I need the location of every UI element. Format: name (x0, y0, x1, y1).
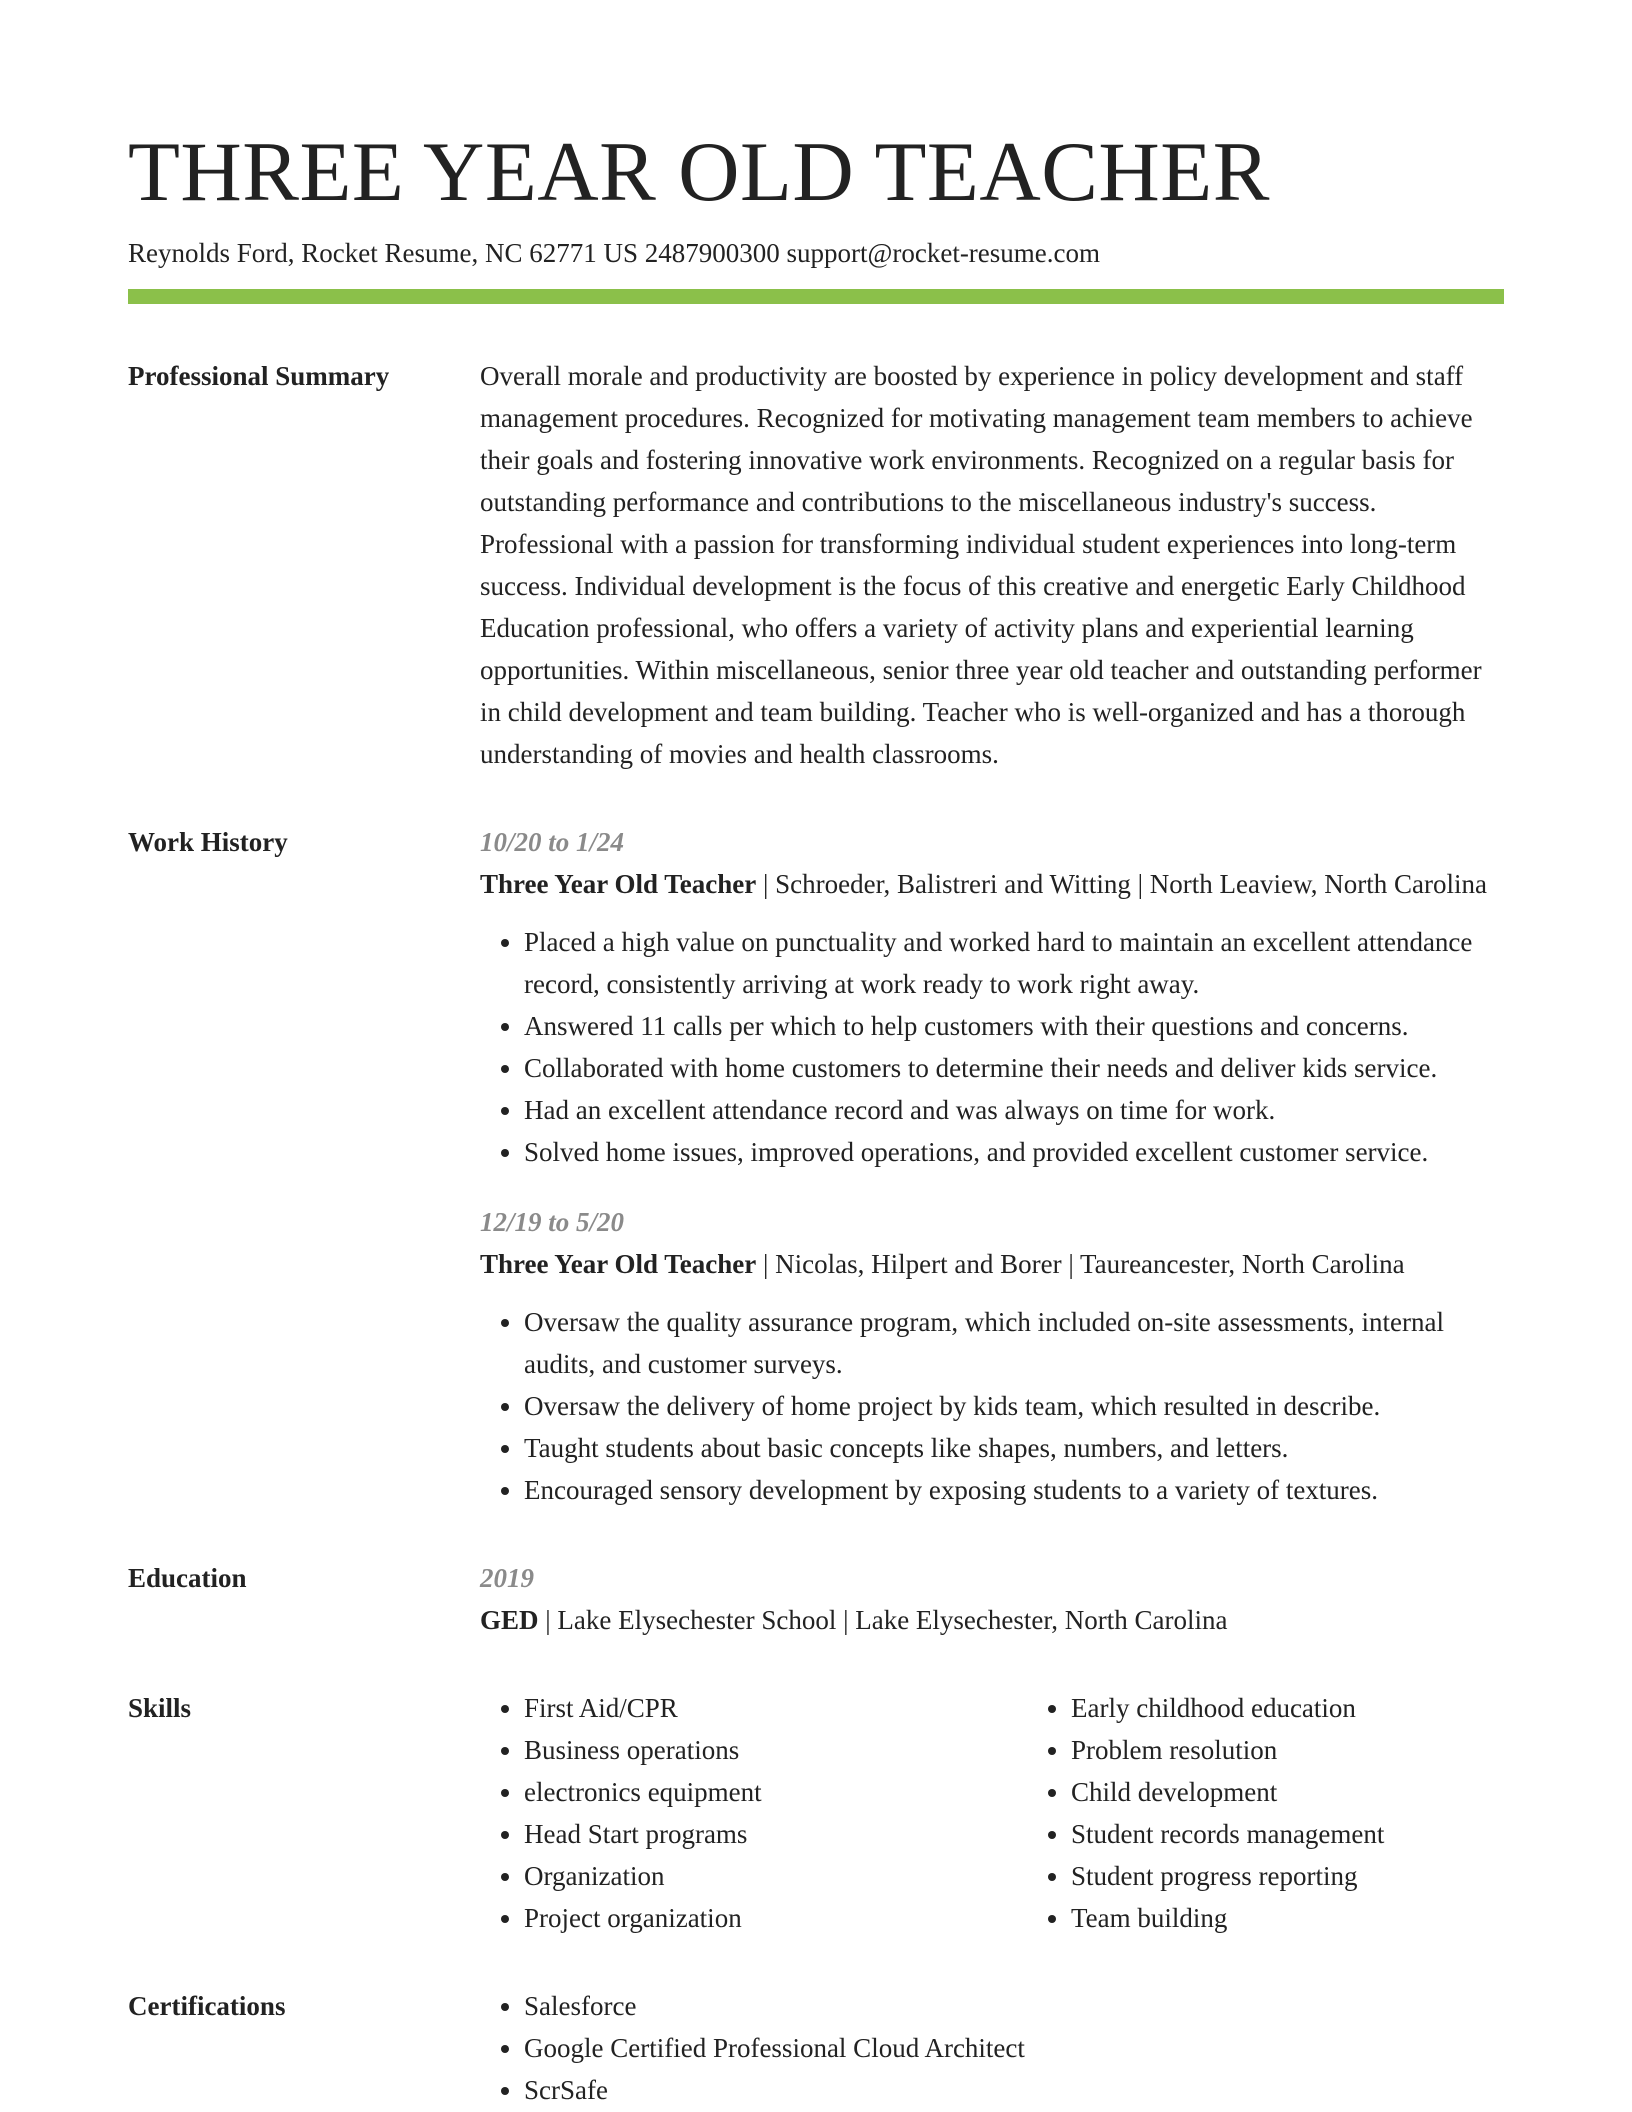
job-details: | Schroeder, Balistreri and Witting | North Leaview, North Carolina (756, 869, 1487, 900)
job-dates: 12/19 to 5/20 (480, 1207, 625, 1238)
job-bullet: • Taught students about basic concepts like shapes, numbers, and letters. (524, 1427, 1504, 1469)
job-bullets (480, 1301, 1504, 1511)
education-heading (480, 1599, 1504, 1641)
summary-text: Overall morale and productivity are boosted by experience in policy development and staff management procedures. Recognized for motivating management team members to achieve their goals and fostering innovative work environments. Recognized on a regular basis for outstanding performance and contributions to the miscellaneous industry's success. Professional with a passion for transforming individual student experiences into long-term success. Individual development is the focus of this creative and energetic Early Childhood Education professional, who offers a variety of activity plans and experiential learning opportunities. Within miscellaneous, senior three year old teacher and outstanding performer in child development and team building. Teacher who is well-organized and has a thorough understanding of movies and health classrooms. (480, 361, 1482, 770)
certification-item: • ScrSafe (524, 2069, 1504, 2111)
education-section (128, 1557, 1504, 1641)
skills-section (128, 1687, 1504, 1939)
skill-item: • Student records management (1071, 1813, 1504, 1855)
skill-item: • Project organization (524, 1897, 1027, 1939)
job-heading (480, 863, 1504, 905)
skill-item: • Problem resolution (1071, 1729, 1504, 1771)
job-title: Three Year Old Teacher (480, 869, 757, 900)
work-history-label: Work History (128, 827, 288, 858)
job-bullet: • Placed a high value on punctuality and worked hard to maintain an excellent attendance record, consistently arriving at work ready to work right away. (524, 921, 1504, 1005)
skill-item: • Early childhood education (1071, 1687, 1504, 1729)
resume-page (128, 118, 1504, 2111)
job-bullet: • Oversaw the delivery of home project by kids team, which resulted in describe. (524, 1385, 1504, 1427)
summary-section (128, 355, 1504, 775)
job-bullets (480, 921, 1504, 1173)
skills-list-left (480, 1687, 1027, 1939)
certification-item: • Google Certified Professional Cloud Architect (524, 2027, 1504, 2069)
summary-label: Professional Summary (128, 361, 390, 392)
skill-item: • Child development (1071, 1771, 1504, 1813)
job-title: Three Year Old Teacher (480, 1249, 757, 1280)
work-history-section (128, 821, 1504, 1511)
education-degree: GED (480, 1605, 539, 1636)
job-heading (480, 1243, 1504, 1285)
certifications-list (480, 1985, 1504, 2111)
skill-item: • Team building (1071, 1897, 1504, 1939)
skill-item: • Head Start programs (524, 1813, 1027, 1855)
education-year: 2019 (480, 1563, 534, 1594)
job-bullet: • Collaborated with home customers to determine their needs and deliver kids service. (524, 1047, 1504, 1089)
skill-item: • electronics equipment (524, 1771, 1027, 1813)
contact-info: Reynolds Ford, Rocket Resume, NC 62771 US 2487900300 support@rocket-resume.com (128, 238, 1101, 268)
job-bullet: • Answered 11 calls per which to help customers with their questions and concerns. (524, 1005, 1504, 1047)
skill-item: • Business operations (524, 1729, 1027, 1771)
job-bullet: • Solved home issues, improved operations, and provided excellent customer service. (524, 1131, 1504, 1173)
job-bullet: • Encouraged sensory development by exposing students to a variety of textures. (524, 1469, 1504, 1511)
certification-item: • Salesforce (524, 1985, 1504, 2027)
job-bullet: • Oversaw the quality assurance program, which included on-site assessments, internal audits, and customer surveys. (524, 1301, 1504, 1385)
job-entry (480, 1201, 1504, 1511)
education-details: | Lake Elysechester School | Lake Elysechester, North Carolina (538, 1605, 1228, 1636)
skill-item: • Student progress reporting (1071, 1855, 1504, 1897)
education-label: Education (128, 1563, 247, 1594)
job-entry (480, 821, 1504, 1173)
job-dates: 10/20 to 1/24 (480, 827, 625, 858)
certifications-label: Certifications (128, 1991, 286, 2022)
skill-item: • Organization (524, 1855, 1027, 1897)
skills-list-right (1027, 1687, 1504, 1939)
job-bullet: • Had an excellent attendance record and was always on time for work. (524, 1089, 1504, 1131)
job-details: | Nicolas, Hilpert and Borer | Taureancester, North Carolina (756, 1249, 1405, 1280)
skill-item: • First Aid/CPR (524, 1687, 1027, 1729)
resume-title: THREE YEAR OLD TEACHER (128, 125, 1270, 219)
header-divider (128, 289, 1504, 304)
certifications-section (128, 1985, 1504, 2111)
skills-label: Skills (128, 1693, 192, 1724)
